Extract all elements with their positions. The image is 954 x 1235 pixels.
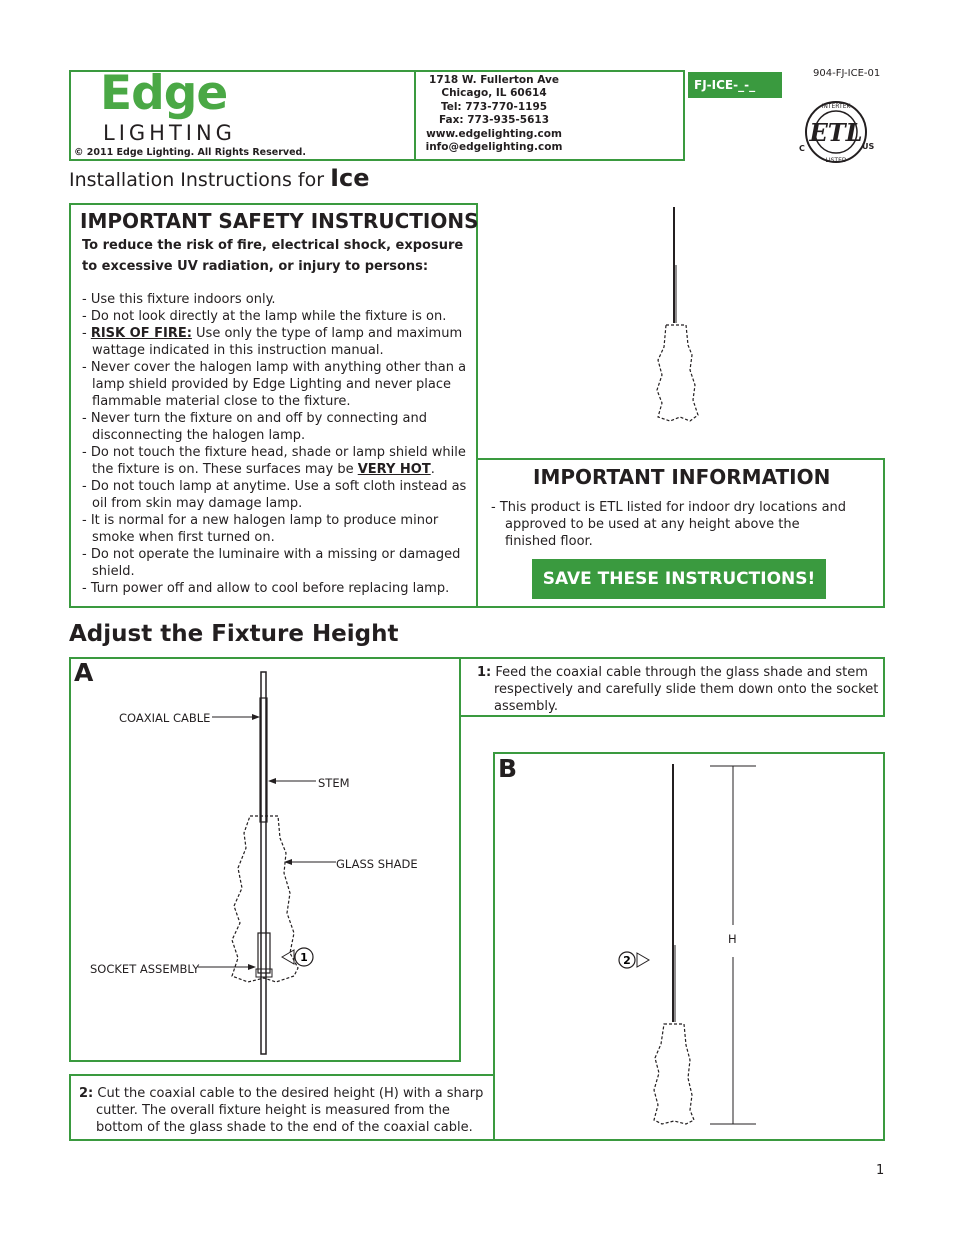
etl-us: US [862,142,875,151]
safety-item: - Never cover the halogen lamp with anything other than a lamp shield provided by Edge Lighting and never place flammable material close to the fixture. [82,360,467,409]
step2-text [79,1085,496,1136]
risk-of-fire-label: RISK OF FIRE: [90,326,192,341]
hot-text: - Do not touch the fixture head, shade or lamp shield while the fixture is on. These surfaces may be [82,445,466,477]
callout-2: 2 [623,954,631,967]
safety-item: - Do not look directly at the lamp while the fixture is on. [82,309,447,324]
city-line: Chicago, IL 60614 [441,87,547,100]
info-heading: IMPORTANT INFORMATION [533,465,831,489]
step1-text [477,664,884,715]
safety-item-risk [82,325,472,359]
etl-listed: LISTED [825,157,847,164]
panel-b-label: B [498,754,518,783]
safety-item: - Do not operate the luminaire with a missing or damaged shield. [82,547,461,579]
safety-item: - It is normal for a new halogen lamp to produce minor smoke when first turned on. [82,513,439,545]
page-number: 1 [876,1163,885,1178]
height-label: H [728,932,737,946]
adjust-heading: Adjust the Fixture Height [69,621,399,647]
safety-heading: IMPORTANT SAFETY INSTRUCTIONS [80,209,479,233]
email-line: info@edgelighting.com [425,141,563,154]
very-hot-label: VERY HOT [357,462,431,477]
title-prefix: Installation Instructions for [69,169,331,191]
coaxial-cable-label: COAXIAL CABLE [119,711,211,725]
risk-prefix: - [82,326,91,341]
address-line: 1718 W. Fullerton Ave [429,74,559,86]
safety-item: - Turn power off and allow to cool before replacing lamp. [82,581,450,596]
step2-number: 2: [79,1086,94,1101]
socket-assembly-label: SOCKET ASSEMBLY [90,962,200,976]
etl-c: C [799,144,805,153]
doc-number: 904-FJ-ICE-01 [813,68,881,79]
website-line: www.edgelighting.com [426,127,562,140]
panel-a-label: A [74,658,94,687]
step1-number: 1: [477,665,492,680]
etl-mark: ETL [809,118,863,147]
logo-lighting: LIGHTING [103,121,236,145]
stem-label: STEM [318,776,350,790]
safety-item: - Do not touch lamp at anytime. Use a soft cloth instead as oil from skin may damage lamp. [82,479,467,511]
info-item: - This product is ETL listed for indoor dry locations and approved to be used at any height above the finished floor. [491,500,847,549]
etl-intertek: INTERTEK [821,103,851,110]
copyright: © 2011 Edge Lighting. All Rights Reserved. [74,147,306,158]
info-text [491,499,851,550]
panel-b-diagram [600,760,770,1130]
logo-edge: Edge [100,66,228,121]
page-title [69,164,370,192]
header-divider [414,70,416,161]
safety-intro: To reduce the risk of fire, electrical shock, exposure to excessive UV radiation, or injury to persons: [82,238,464,274]
fixture-illustration [640,205,710,430]
callout-1: 1 [300,951,308,964]
step1-instruction: Feed the coaxial cable through the glass shade and stem respectively and carefully slide them down onto the socket assembly. [494,665,879,714]
risk-text: Use only the type of lamp and maximum wattage indicated in this instruction manual. [92,326,463,358]
etl-listed-logo-icon [796,96,880,168]
safety-item-hot [82,444,472,478]
safety-list [82,291,472,597]
contact-block [420,74,568,154]
part-number-badge: FJ-ICE-_-_ [688,72,782,98]
step2-instruction: Cut the coaxial cable to the desired height (H) with a sharp cutter. The overall fixture height is measured from the bottom of the glass shade to the end of the coaxial cable. [96,1086,484,1135]
glass-shade-label: GLASS SHADE [336,857,418,871]
save-instructions-button: SAVE THESE INSTRUCTIONS! [532,559,826,599]
safety-item: - Never turn the fixture on and off by connecting and disconnecting the halogen lamp. [82,411,427,443]
tel-line: Tel: 773-770-1195 [440,100,548,113]
product-name: Ice [330,164,370,192]
hot-end: . [430,462,435,477]
fax-line: Fax: 773-935-5613 [438,114,550,127]
safety-item: - Use this fixture indoors only. [82,292,276,307]
